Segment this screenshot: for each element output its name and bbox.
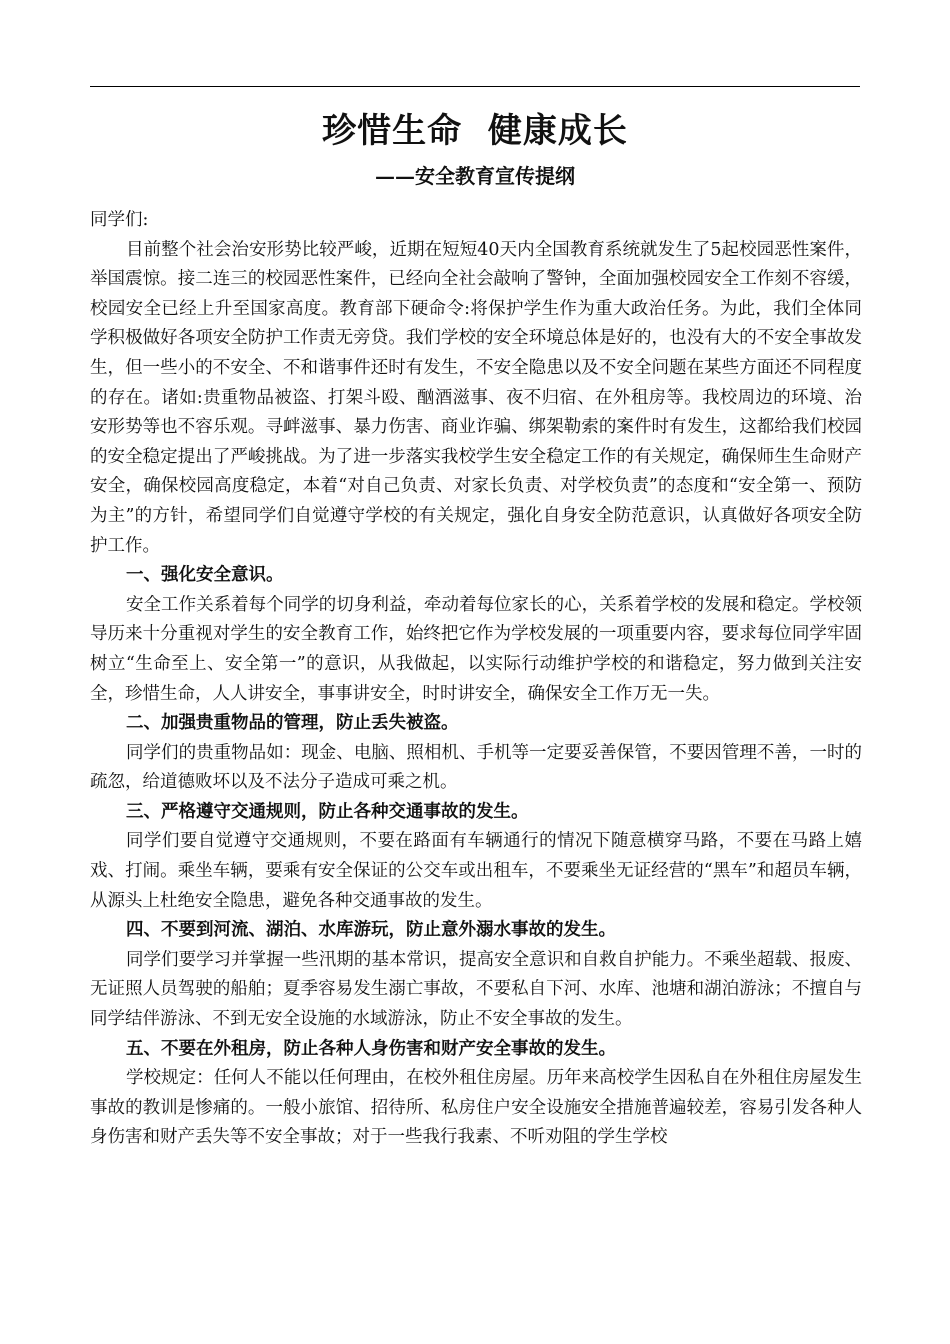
document-title: 珍惜生命 健康成长 xyxy=(322,111,628,151)
section-heading-5: 五、不要在外租房，防止各种人身伤害和财产安全事故的发生。 xyxy=(126,1038,616,1059)
salutation: 同学们: xyxy=(90,210,149,230)
section-text-3: 同学们要自觉遵守交通规则，不要在路面有车辆通行的情况下随意横穿马路，不要在马路上嬉戏、打闹。乘坐车辆，要乘有安全保证的公交车或出租车，不要乘坐无证经营的“黑车”和超员车辆，从源头上杜绝安全隐患，避免各种交通事故的发生。 xyxy=(90,831,862,911)
document-subtitle: ——安全教育宣传提纲 xyxy=(375,164,575,188)
intro-paragraph: 目前整个社会治安形势比较严峻，近期在短短40天内全国教育系统就发生了5起校园恶性案件，举国震惊。接二连三的校园恶性案件，已经向全社会敲响了警钟，全面加强校园安全工作刻不容缓，校园安全已经上升至国家高度。教育部下硬命令:将保护学生作为重大政治任务。为此，我们全体同学积极做好各项安全防护工作责无旁贷。我们学校的安全环境总体是好的，也没有大的不安全事故发生，但一些小的不安全、不和谐事件还时有发生，不安全隐患以及不安全问题在某些方面还不同程度的存在。诸如:贵重物品被盗、打架斗殴、酗酒滋事、夜不归宿、在外租房等。我校周边的环境、治安形势等也不容乐观。寻衅滋事、暴力伤害、商业诈骗、绑架勒索的案件时有发生，这都给我们校园的安全稳定提出了严峻挑战。为了进一步落实我校学生安全稳定工作的有关规定，确保师生生命财产安全，确保校园高度稳定，本着“对自己负责、对家长负责、对学校负责”的态度和“安全第一、预防为主”的方针，希望同学们自觉遵守学校的有关规定，强化自身安全防范意识，认真做好各项安全防护工作。 xyxy=(90,239,862,556)
section-text-2: 同学们的贵重物品如：现金、电脑、照相机、手机等一定要妥善保管，不要因管理不善，一时的疏忽，给道德败坏以及不法分子造成可乘之机。 xyxy=(90,742,862,793)
header-rule xyxy=(90,86,860,87)
section-heading-1: 一、强化安全意识。 xyxy=(126,565,284,586)
section-heading-4: 四、不要到河流、湖泊、水库游玩，防止意外溺水事故的发生。 xyxy=(126,920,616,941)
section-text-1: 安全工作关系着每个同学的切身利益，牵动着每位家长的心，关系着学校的发展和稳定。学校领导历来十分重视对学生的安全教育工作，始终把它作为学校发展的一项重要内容，要求每位同学牢固树立“生命至上、安全第一”的意识，从我做起，以实际行动维护学校的和谐稳定，努力做到关注安全，珍惜生命，人人讲安全，事事讲安全，时时讲安全，确保安全工作万无一失。 xyxy=(90,594,862,704)
section-heading-3: 三、严格遵守交通规则，防止各种交通事故的发生。 xyxy=(126,801,529,822)
document-body xyxy=(90,206,862,1153)
section-text-4: 同学们要学习并掌握一些汛期的基本常识，提高安全意识和自救自护能力。不乘坐超载、报废、无证照人员驾驶的船舶；夏季容易发生溺亡事故，不要私自下河、水库、池塘和湖泊游泳；不擅自与同学结伴游泳、不到无安全设施的水域游泳，防止不安全事故的发生。 xyxy=(90,949,862,1030)
section-text-5: 学校规定：任何人不能以任何理由，在校外租住房屋。历年来高校学生因私自在外租住房屋发生事故的教训是惨痛的。一般小旅馆、招待所、私房住户安全设施安全措施普遍较差，容易引发各种人身伤害和财产丢失等不安全事故；对于一些我行我素、不听劝阻的学生学校 xyxy=(90,1068,862,1148)
section-heading-2: 二、加强贵重物品的管理，防止丢失被盗。 xyxy=(126,713,459,734)
